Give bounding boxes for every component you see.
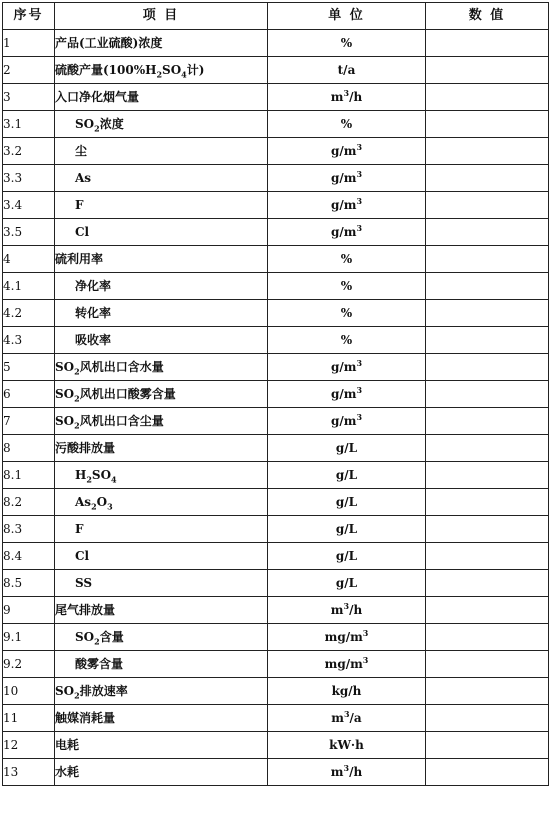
row-unit: % [268,327,426,354]
row-unit: % [268,111,426,138]
table-row [3,381,549,408]
row-value [426,84,549,111]
row-value [426,219,549,246]
row-item: 酸雾含量 [55,651,268,678]
row-item: 尘 [55,138,268,165]
row-value [426,489,549,516]
row-item: F [55,516,268,543]
row-value [426,300,549,327]
row-item: 触媒消耗量 [55,705,268,732]
row-item: 水耗 [55,759,268,786]
spec-table [2,2,549,786]
header-no: 序号 [3,3,55,30]
row-value [426,759,549,786]
row-number: 3.1 [3,111,55,138]
table-row [3,732,549,759]
row-item: 尾气排放量 [55,597,268,624]
table-row [3,111,549,138]
row-value [426,138,549,165]
table-row [3,516,549,543]
row-number: 4.3 [3,327,55,354]
table-row [3,408,549,435]
row-unit: % [268,300,426,327]
row-item: $H_2SO_4$ [55,462,268,489]
row-item: Cl [55,219,268,246]
row-number: 3.2 [3,138,55,165]
table-row [3,30,549,57]
table-row [3,192,549,219]
row-unit: % [268,30,426,57]
row-item: 硫利用率 [55,246,268,273]
row-number: 11 [3,705,55,732]
table-row [3,489,549,516]
row-number: 8.2 [3,489,55,516]
row-number: 8.5 [3,570,55,597]
row-number: 10 [3,678,55,705]
table-row [3,678,549,705]
table-row [3,759,549,786]
row-value [426,651,549,678]
row-number: 3.3 [3,165,55,192]
table-row [3,84,549,111]
header-value: 数 值 [426,3,549,30]
row-number: 1 [3,30,55,57]
row-unit: kW·h [268,732,426,759]
table-row [3,543,549,570]
table-row [3,219,549,246]
row-value [426,408,549,435]
row-value [426,705,549,732]
row-value [426,57,549,84]
row-number: 8.1 [3,462,55,489]
row-item: $SO_2$排放速率 [55,678,268,705]
row-number: 8 [3,435,55,462]
row-value [426,543,549,570]
row-value [426,732,549,759]
row-item: Cl [55,543,268,570]
row-unit: % [268,273,426,300]
row-unit: t/a [268,57,426,84]
table-row [3,354,549,381]
row-unit: g/L [268,435,426,462]
row-number: 9 [3,597,55,624]
row-value [426,435,549,462]
row-number: 4.2 [3,300,55,327]
row-unit: g/L [268,489,426,516]
row-item: As [55,165,268,192]
table-row [3,462,549,489]
row-value [426,354,549,381]
table-row [3,138,549,165]
row-item: 电耗 [55,732,268,759]
row-unit: $g/m^3$ [268,381,426,408]
row-unit: $g/m^3$ [268,354,426,381]
table-row [3,246,549,273]
row-value [426,516,549,543]
row-value [426,30,549,57]
row-number: 7 [3,408,55,435]
row-unit: $g/m^3$ [268,192,426,219]
table-row [3,165,549,192]
row-unit: $g/m^3$ [268,165,426,192]
header-unit: 单 位 [268,3,426,30]
row-item: 硫酸产量($100\%H_2SO_4$计) [55,57,268,84]
row-unit: g/L [268,462,426,489]
table-row [3,273,549,300]
table-row [3,570,549,597]
row-number: 6 [3,381,55,408]
row-item: 净化率 [55,273,268,300]
row-number: 12 [3,732,55,759]
row-unit: $m^3/h$ [268,759,426,786]
table-row [3,651,549,678]
row-number: 13 [3,759,55,786]
row-number: 2 [3,57,55,84]
table-row [3,597,549,624]
row-number: 9.2 [3,651,55,678]
row-value [426,624,549,651]
row-unit: $mg/m^3$ [268,651,426,678]
row-number: 8.4 [3,543,55,570]
row-value [426,165,549,192]
row-value [426,273,549,300]
row-number: 4.1 [3,273,55,300]
row-item: $SO_2$风机出口含尘量 [55,408,268,435]
table-row [3,435,549,462]
row-item: $As_2O_3$ [55,489,268,516]
row-value [426,570,549,597]
row-value [426,381,549,408]
row-item: $SO_2$风机出口含水量 [55,354,268,381]
row-item: SS [55,570,268,597]
row-item: $SO_2$浓度 [55,111,268,138]
row-item: 产品(工业硫酸)浓度 [55,30,268,57]
table-row [3,57,549,84]
row-item: F [55,192,268,219]
row-number: 3.5 [3,219,55,246]
row-item: 污酸排放量 [55,435,268,462]
row-unit: kg/h [268,678,426,705]
header-row [3,3,549,30]
row-unit: $m^3/h$ [268,84,426,111]
row-item: 入口净化烟气量 [55,84,268,111]
row-value [426,462,549,489]
row-item: $SO_2$风机出口酸雾含量 [55,381,268,408]
row-unit: $m^3/h$ [268,597,426,624]
row-unit: $m^3/a$ [268,705,426,732]
row-value [426,327,549,354]
row-value [426,678,549,705]
row-item: $SO_2$含量 [55,624,268,651]
table-row [3,327,549,354]
row-value [426,111,549,138]
table-row [3,705,549,732]
row-item: 吸收率 [55,327,268,354]
table-row [3,300,549,327]
row-unit: % [268,246,426,273]
header-item: 项 目 [55,3,268,30]
row-item: 转化率 [55,300,268,327]
row-number: 8.3 [3,516,55,543]
row-number: 4 [3,246,55,273]
row-number: 3 [3,84,55,111]
row-number: 5 [3,354,55,381]
row-unit: g/L [268,516,426,543]
row-value [426,597,549,624]
table-row [3,624,549,651]
row-unit: $g/m^3$ [268,408,426,435]
row-value [426,246,549,273]
row-number: 9.1 [3,624,55,651]
table-body [3,30,549,786]
row-number: 3.4 [3,192,55,219]
row-unit: $mg/m^3$ [268,624,426,651]
row-unit: g/L [268,543,426,570]
row-unit: g/L [268,570,426,597]
row-value [426,192,549,219]
row-unit: $g/m^3$ [268,219,426,246]
row-unit: $g/m^3$ [268,138,426,165]
